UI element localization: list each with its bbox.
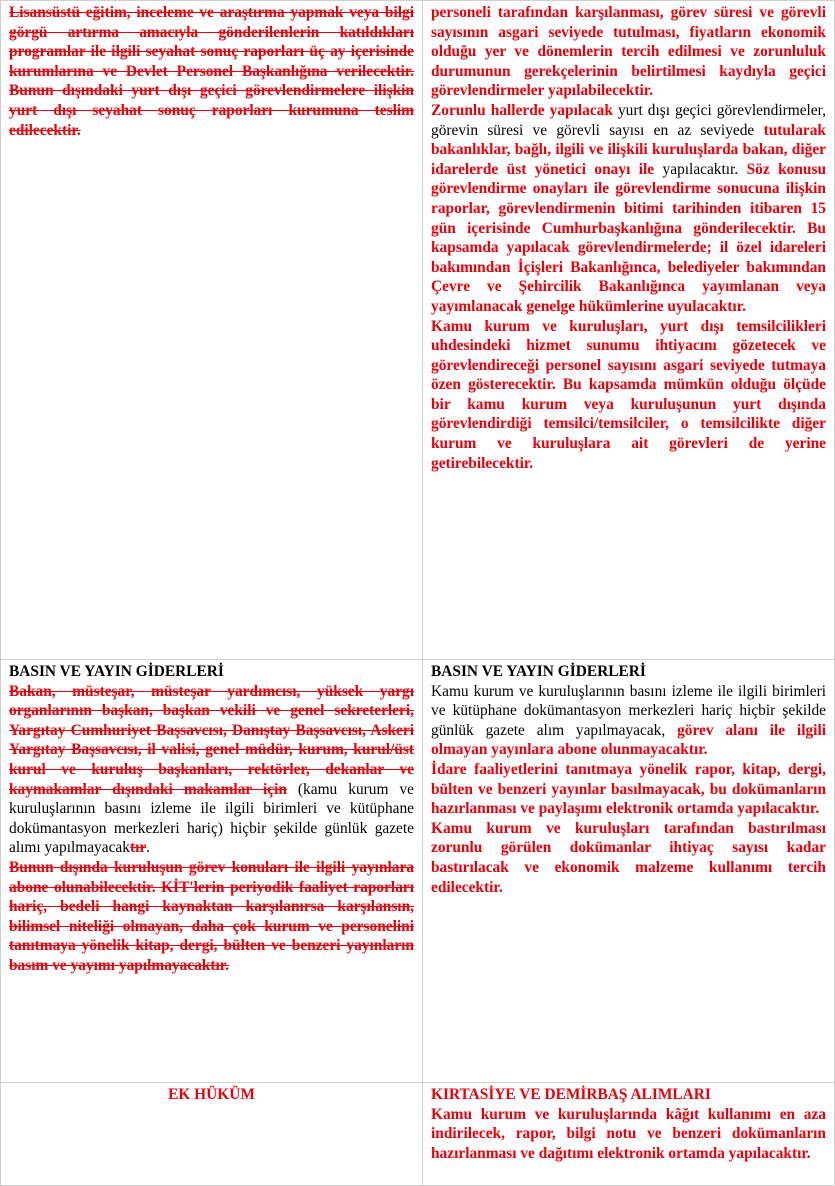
added-text: görev alanı ile ilgili olmayan yayınlara abone olunmayacaktır.	[431, 721, 826, 759]
paragraph	[9, 3, 414, 140]
paragraph	[9, 858, 414, 976]
cell-new-text-3	[423, 1083, 835, 1186]
added-text: Kamu kurum ve kuruluşları, yurt dışı temsilcilikleri uhdesindeki hizmet sunumu ihtiyacını gözetecek ve görevlendireceği personel sayısını asgari seviyede tutmaya özen gösterecektir. Bu kapsamda mümkün olduğu ölçüde bir kamu kurum veya kuruluşunun yurt dışında görevlendirdiği temsilci/temsilciler, o temsilcilikte diğer kurum ve kuruluşlara ait görevleri de yerine getirebilecektir.	[431, 317, 826, 472]
paragraph	[431, 819, 826, 897]
body-text: .	[146, 839, 151, 857]
section-heading: EK HÜKÜM	[168, 1086, 255, 1103]
cell-new-text-2	[423, 660, 835, 1083]
cell-content	[9, 3, 414, 140]
added-text: İdare faaliyetlerini tanıtmaya yönelik rapor, kitap, dergi, bülten ve benzeri yayınlar basılmayacak, bu dokümanların hazırlanması ve paylaşımı elektronik ortamda yapılacaktır.	[431, 760, 826, 818]
cell-old-text-3	[1, 1083, 423, 1186]
cell-content	[431, 1105, 826, 1164]
paragraph	[431, 760, 826, 819]
added-text: Söz konusu görevlendirme onayları ile görevlendirme sonucuna ilişkin raporlar, görevlendirmenin bitimi tarihinden itibaren 15 gün içerisinde Cumhurbaşkanlığına gönderilecektir. Bu kapsamda yapılacak görevlendirmelerde; il özel idareleri bakımından İçişleri Bakanlığınca, belediyeler bakımından Çevre ve Şehircilik Bakanlığınca yayımlanan veya yayımlanacak genelge hükümlerine uyulacaktır.	[431, 160, 827, 315]
body-text: yurt dışı geçici görevlendirmeler, görevin süresi ve görevli sayısı en az seviyede	[431, 101, 826, 139]
section-heading: BASIN VE YAYIN GİDERLERİ	[9, 663, 224, 680]
deleted-text: tır	[129, 839, 147, 857]
added-text: personeli tarafından karşılanması, görev süresi ve görevli sayısının asgari seviyede tutulması, fiyatların ekonomik olduğu yer ve dönemlerin tercih edilmesi ve zorunluluk durumunun gerekçelerinin belirtilmesi kaydıyla geçici görevlendirmeler yapılabilecektir.	[431, 4, 826, 100]
cell-content	[431, 682, 826, 898]
cell-content	[431, 3, 826, 473]
paragraph	[431, 317, 826, 474]
deleted-text: Bakan, müsteşar, müsteşar yardımcısı, yüksek yargı organlarının başkan, başkan vekili ve genel sekreterleri, Yargıtay Cumhuriyet Başsavcısı, Danıştay Başsavcısı, Askeri Yargıtay Başsavcısı, il valisi, genel müdür, kurum, kurul/üst kurul ve kuruluş başkanları, rektörler, dekanlar ve kaymakamlar dışındaki makamlar için	[9, 682, 414, 798]
paragraph	[9, 682, 414, 858]
table-row	[1, 660, 835, 1083]
deleted-text: Lisansüstü eğitim, inceleme ve araştırma yapmak veya bilgi görgü artırma amacıyla gönderilenlerin katıldıkları programlar ile ilgili seyahat sonuç raporları üç ay içerisinde kurumlarına ve Devlet Personel Başkanlığına verilecektir. Bunun dışındaki yurt dışı geçici görevlendirmelere ilişkin yurt dışı seyahat sonuç raporları kurumuna teslim edilecektir.	[9, 4, 414, 139]
table-row	[1, 1, 835, 660]
body-text: (kamu kurum ve kuruluşlarının basını izleme ile ilgili birimleri ve kütüphane dokümantasyon merkezleri hariç) hiçbir şekilde günlük gazete alımı yapılmayacak	[9, 780, 414, 857]
added-text: Kamu kurum ve kuruluşları tarafından bastırılması zorunlu görülen dokümanlar ihtiyaç sayısı kadar bastırılacak ve ekonomik malzeme kullanımı tercih edilecektir.	[431, 819, 826, 896]
paragraph	[431, 3, 826, 101]
added-text: Kamu kurum ve kuruluşlarında kâğıt kullanımı en aza indirilecek, rapor, bilgi notu ve benzeri dokümanların hazırlanması ve dağıtımı elektronik ortamda yapılacaktır.	[431, 1105, 826, 1162]
added-text: Zorunlu hallerde yapılacak	[431, 101, 613, 119]
cell-old-text-1	[1, 1, 423, 660]
cell-old-text-2	[1, 660, 423, 1083]
body-text: yapılacaktır.	[654, 160, 747, 178]
deleted-text: Bunun dışında kuruluşun görev konuları ile ilgili yayınlara abone olunabilecektir. KİT'lerin periyodik faaliyet raporları hariç, bedeli hangi kaynaktan karşılanırsa karşılansın, bilimsel niteliği olmayan, daha çok kurum ve personelini tanıtmaya yönelik kitap, dergi, bülten ve benzeri yayınların basım ve yayımı yapılmayacaktır.	[9, 858, 414, 974]
added-text: tutularak bakanlıklar, bağlı, ilgili ve ilişkili kuruluşlarda bakan, diğer idarelerde üst yönetici onayı ile	[431, 121, 826, 178]
section-heading: KIRTASİYE VE DEMİRBAŞ ALIMLARI	[431, 1086, 711, 1103]
paragraph	[431, 1105, 826, 1164]
cell-content	[9, 682, 414, 976]
body-text: Kamu kurum ve kuruluşlarının basını izleme ile ilgili birimleri ve kütüphane dokümantasyon merkezleri hariç hiçbir şekilde günlük gazete alım yapılmayacak,	[431, 682, 826, 739]
cell-new-text-1	[423, 1, 835, 660]
paragraph	[431, 682, 826, 760]
table-row	[1, 1083, 835, 1186]
section-heading: BASIN VE YAYIN GİDERLERİ	[431, 663, 646, 680]
paragraph	[431, 101, 826, 317]
